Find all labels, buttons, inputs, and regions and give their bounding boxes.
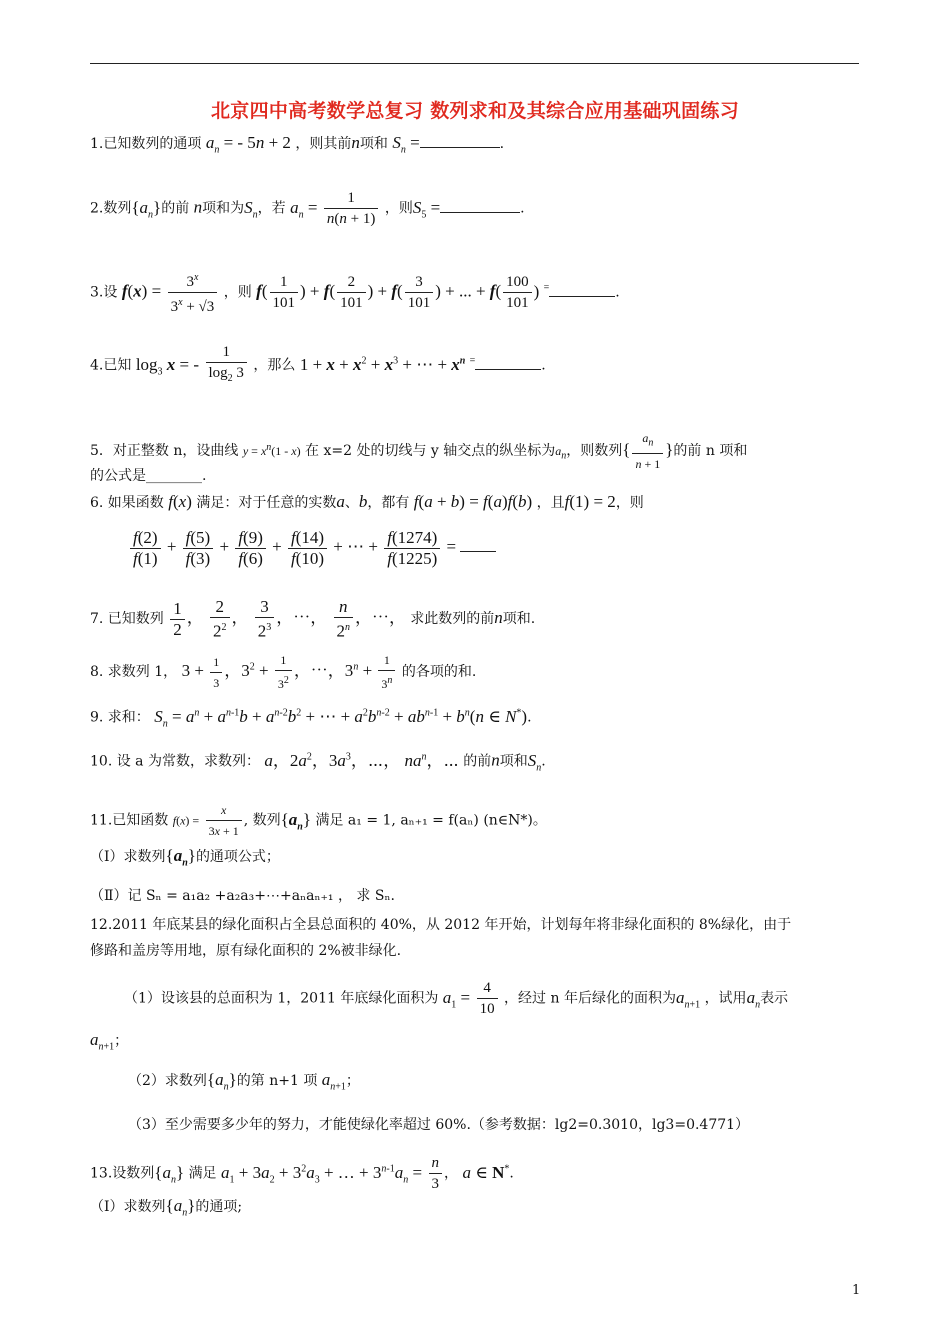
question-4: 4.已知 $\log_3 x$ = - $\frac{1}{\log_2 3}$ ，那么 $1 + x + x^2 + x^3$ + ⋯ + $x^n$ = .	[90, 344, 546, 384]
question-1: 1.已知数列的通项 $a_n$ = - 5n + 2 ，则其前n项和 $S_n$ = .	[90, 133, 505, 156]
question-8: 8. 求数列 1， 3 + $\frac{1}{3}$ ，$3^2$ + $\frac{1}{3^2}$ ，⋯，$3^n$ + $\frac{1}{3^n}$ 的各项的和.	[90, 650, 476, 694]
question-5: 5．对正整数 n，设曲线 $y = x^n(1 - x)$ 在 x=2 处的切线与 y 轴交点的纵坐标为$a_n$，则数列{ $\frac{a_n}{n + 1}$ }的前 n 项和	[90, 428, 747, 474]
question-13: 13.设数列$\{a_n\}$ 满足 $a_1 + 3a_2 + 3^2a_3$ + … + $3^{n-1}a_n$ = $\frac{n}{3}$ ， a ∈ N*.	[90, 1155, 514, 1192]
question-12-line1: 12.2011 年底某县的绿化面积占全县总面积的 40%，从 2012 年开始，计划每年将非绿化面积的 8%绿化，由于	[90, 917, 792, 933]
question-7: 7. 已知数列 $\frac{1}{2}$ ， $\frac{2}{2^2}$ ， $\frac{3}{2^3}$ ，⋯， $\frac{n}{2^n}$ ，⋯， 求此数列的前n项和.	[90, 597, 536, 641]
question-13-part-1: （Ⅰ）求数列$\{a_n\}$的通项;	[90, 1196, 243, 1219]
question-6: 6. 如果函数 f(x) 满足：对于任意的实数a、b，都有 f(a + b) = f(a)f(b) ，且f(1) = 2，则	[90, 492, 644, 511]
question-2: 2.数列$\{a_n\}$的前 n项和为$S_n$，若 $a_n$ = $\frac{1}{n(n + 1)}$ ，则$S_5$ = .	[90, 190, 525, 227]
page-number: 1	[852, 1283, 861, 1298]
question-11-part-2: （Ⅱ）记 Sₙ = a₁a₂ +a₂a₃+⋯+aₙaₙ₊₁ ， 求 Sₙ.	[90, 888, 395, 904]
question-12-line2: 修路和盖房等用地，原有绿化面积的 2%被非绿化.	[90, 943, 402, 959]
question-3: 3.设 f(x) = $\frac{3^x}{3^x + √3}$ ，则 f( $\frac{1}{101}$ ) + f( $\frac{2}{101}$ ) + f( $\frac{3}{101}$ ) + ... + f( $\frac{100}{101}$ ) = .	[90, 268, 620, 317]
question-6-expression: $\frac{f(2)}{f(1)}$ + $\frac{f(5)}{f(3)}$ + $\frac{f(9)}{f(6)}$ + $\frac{f(14)}{f(10)}$ + ⋯ + $\frac{f(1274)}{f(1225)}$ =	[128, 528, 496, 569]
question-12-part-1-cont: $a_{n+1}$；	[90, 1030, 129, 1053]
question-9: 9. 求和： $S_n = a^n + a^{n-1}b + a^{n-2}b^2$ + ⋯ + $a^2b^{n-2} + ab^{n-1} + b^n(n$ ∈ N*).	[90, 706, 532, 730]
question-12-part-2: （2）求数列$\{a_n\}$的第 n+1 项 $a_{n+1}$；	[128, 1070, 360, 1093]
question-5-line2: 的公式是________.	[90, 468, 207, 484]
top-rule	[90, 63, 859, 64]
question-11-part-1: （Ⅰ）求数列$\{a_n\}$的通项公式；	[90, 846, 280, 869]
question-11: 11.已知函数 f(x) = $\frac{x}{3x + 1}$ , 数列$\{a_n\}$ 满足 a₁ = 1, aₙ₊₁ = f(aₙ) (n∈N*)。	[90, 800, 547, 841]
question-12-part-3: （3）至少需要多少年的努力，才能使绿化率超过 60%.（参考数据：lg2=0.3010，lg3=0.4771）	[128, 1117, 750, 1133]
question-12-part-1: （1）设该县的总面积为 1，2011 年底绿化面积为 $a_1$ = $\frac{4}{10}$ ，经过 n 年后绿化的面积为$a_{n+1}$ ，试用$a_n$表示	[124, 980, 789, 1017]
page-title: 北京四中高考数学总复习 数列求和及其综合应用基础巩固练习	[210, 100, 740, 122]
question-10: 10. 设 a 为常数，求数列： a，$2a^2$，$3a^3$，⋯， $na^n$，⋯ 的前n项和$S_n$.	[90, 750, 546, 774]
